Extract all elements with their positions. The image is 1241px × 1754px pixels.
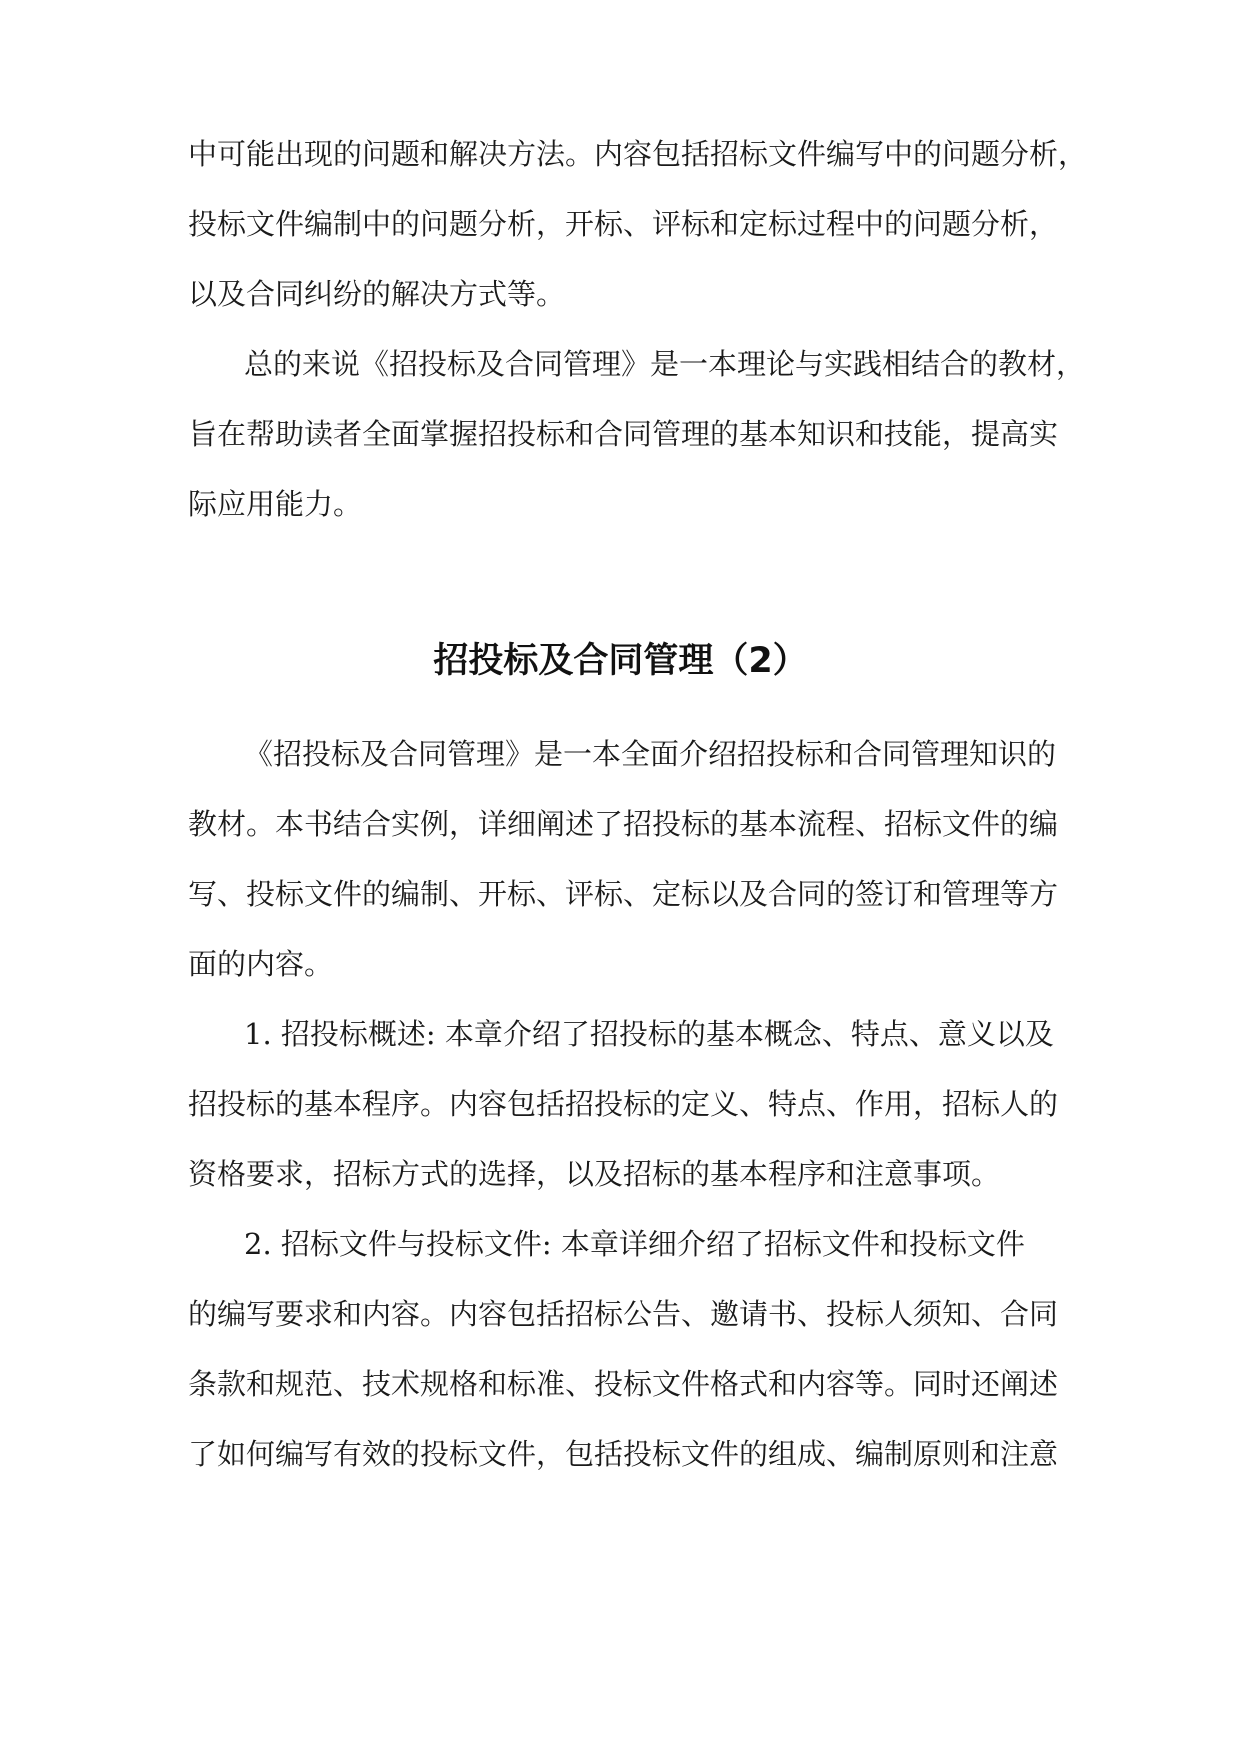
text-line: 的编写要求和内容。内容包括招标公告、邀请书、投标人须知、合同 xyxy=(188,1297,1059,1331)
text-line: 招投标的基本程序。内容包括招投标的定义、特点、作用，招标人的 xyxy=(188,1087,1059,1121)
text-line: 1. 招投标概述: 本章介绍了招投标的基本概念、特点、意义以及 xyxy=(244,1017,1054,1051)
text-line: 教材。本书结合实例，详细阐述了招投标的基本流程、招标文件的编 xyxy=(188,807,1059,841)
text-line: 了如何编写有效的投标文件，包括投标文件的组成、编制原则和注意 xyxy=(188,1437,1059,1471)
text-line: 资格要求，招标方式的选择，以及招标的基本程序和注意事项。 xyxy=(188,1157,1001,1191)
text-line: 中可能出现的问题和解决方法。内容包括招标文件编写中的问题分析， xyxy=(188,137,1088,171)
section-heading: 招投标及合同管理（2） xyxy=(433,641,808,681)
text-line: 2. 招标文件与投标文件: 本章详细介绍了招标文件和投标文件 xyxy=(244,1227,1025,1261)
text-line: 际应用能力。 xyxy=(188,487,363,521)
text-line: 面的内容。 xyxy=(188,947,334,981)
text-line: 旨在帮助读者全面掌握招投标和合同管理的基本知识和技能，提高实 xyxy=(188,417,1059,451)
text-line: 投标文件编制中的问题分析，开标、评标和定标过程中的问题分析， xyxy=(188,207,1059,241)
text-line: 以及合同纠纷的解决方式等。 xyxy=(188,277,566,311)
text-line: 写、投标文件的编制、开标、评标、定标以及合同的签订和管理等方 xyxy=(188,877,1059,911)
text-line: 条款和规范、技术规格和标准、投标文件格式和内容等。同时还阐述 xyxy=(188,1367,1059,1401)
text-line: 总的来说《招投标及合同管理》是一本理论与实践相结合的教材， xyxy=(244,347,1086,381)
text-line: 《招投标及合同管理》是一本全面介绍招投标和合同管理知识的 xyxy=(244,737,1057,771)
